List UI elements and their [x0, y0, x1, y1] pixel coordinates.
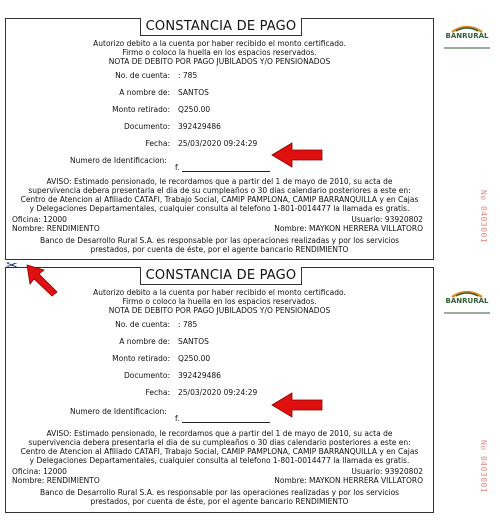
nombre-usuario: Nombre: MAYKON HERRERA VILLATORO: [274, 476, 423, 485]
footer-line: Banco de Desarrollo Rural S.A. es responsable por las operaciones realizadas y por los servicios: [39, 236, 400, 245]
aviso-line: supervivencia debera presentarla el dia de su cumpleaños o 30 dias calendario posteriores a este en:: [28, 186, 411, 195]
aviso-line: Centro de Atencion al Afiliado CATAFI, Trabajo Social, CAMIP PAMPLONA, CAMIP BARRANQUILLA y en Cajas: [20, 195, 419, 204]
name-label: A nombre de:: [119, 88, 170, 97]
date-label: Fecha:: [145, 139, 170, 148]
signature-line[interactable]: [182, 422, 270, 423]
header-line: Firmo o coloco la huella en los espacios reservados.: [122, 297, 317, 306]
scissors-icon: ✂: [6, 258, 18, 274]
footer-line: prestados, por cuenta de éste, por el agente bancario RENDIMIENTO: [90, 497, 349, 506]
red-arrow-icon: [270, 142, 324, 172]
logo-text: BANRURAL: [445, 297, 489, 305]
amount-value: Q250.00: [178, 354, 211, 363]
amount-value: Q250.00: [178, 105, 211, 114]
footer-line: Banco de Desarrollo Rural S.A. es responsable por las operaciones realizadas y por los servicios: [39, 488, 400, 497]
aviso-line: Centro de Atencion al Afiliado CATAFI, Trabajo Social, CAMIP PAMPLONA, CAMIP BARRANQUILLA y en Cajas: [20, 447, 419, 456]
aviso-line: AVISO: Estimado pensionado, le recordamos que a partir del 1 de mayo de 2010, su acta de: [46, 429, 393, 438]
signature-prefix: f.: [175, 414, 180, 423]
id-label: Numero de Identificacion:: [70, 407, 167, 416]
receipt-title: CONSTANCIA DE PAGO: [140, 18, 302, 36]
usuario: Usuario: 93920802: [351, 467, 423, 476]
document-label: Documento:: [124, 122, 170, 131]
name-value: SANTOS: [178, 88, 209, 97]
aviso-line: supervivencia debera presentarla el dia de su cumpleaños o 30 dias calendario posteriores a este en:: [28, 438, 411, 447]
nombre-agente: Nombre: RENDIMIENTO: [12, 224, 100, 233]
header-line: NOTA DE DEBITO POR PAGO JUBILADOS Y/O PENSIONADOS: [108, 57, 331, 66]
header-line: Autorizo debito a la cuenta por haber recibido el monto certificado.: [93, 39, 346, 48]
account-label: No. de cuenta:: [115, 320, 170, 329]
red-arrow-icon: [270, 392, 324, 422]
oficina: Oficina: 12000: [12, 467, 67, 476]
document-value: 392429486: [178, 371, 221, 380]
oficina: Oficina: 12000: [12, 215, 67, 224]
serial-stamp: No 0403001: [479, 440, 488, 494]
name-value: SANTOS: [178, 337, 209, 346]
serial-stamp: No 0403001: [479, 190, 488, 244]
footer-line: prestados, por cuenta de éste, por el agente bancario RENDIMIENTO: [90, 245, 349, 254]
id-label: Numero de Identificacion:: [70, 156, 167, 165]
header-line: NOTA DE DEBITO POR PAGO JUBILADOS Y/O PENSIONADOS: [108, 306, 331, 315]
aviso-line: y Delegaciones Departamentales, cualquier consulta al telefono 1-801-0014477 la llamada es gratis.: [29, 204, 410, 213]
banrural-logo-icon: [438, 20, 496, 52]
red-arrow-icon: [24, 262, 60, 302]
aviso-line: AVISO: Estimado pensionado, le recordamos que a partir del 1 de mayo de 2010, su acta de: [46, 177, 393, 186]
name-label: A nombre de:: [119, 337, 170, 346]
receipt-1: [5, 18, 434, 260]
account-label: No. de cuenta:: [115, 71, 170, 80]
document-label: Documento:: [124, 371, 170, 380]
date-value: 25/03/2020 09:24:29: [178, 139, 258, 148]
document-value: 392429486: [178, 122, 221, 131]
receipt-2: [5, 267, 434, 513]
aviso-line: y Delegaciones Departamentales, cualquier consulta al telefono 1-801-0014477 la llamada es gratis.: [29, 456, 410, 465]
header-line: Firmo o coloco la huella en los espacios reservados.: [122, 48, 317, 57]
date-value: 25/03/2020 09:24:29: [178, 388, 258, 397]
nombre-agente: Nombre: RENDIMIENTO: [12, 476, 100, 485]
signature-prefix: f.: [175, 163, 180, 172]
nombre-usuario: Nombre: MAYKON HERRERA VILLATORO: [274, 224, 423, 233]
header-line: Autorizo debito a la cuenta por haber recibido el monto certificado.: [93, 288, 346, 297]
logo-text: BANRURAL: [445, 32, 489, 40]
amount-label: Monto retirado:: [112, 354, 170, 363]
amount-label: Monto retirado:: [112, 105, 170, 114]
usuario: Usuario: 93920802: [351, 215, 423, 224]
signature-line[interactable]: [182, 171, 270, 172]
banrural-logo-icon: [438, 285, 496, 317]
date-label: Fecha:: [145, 388, 170, 397]
account-value: : 785: [178, 71, 198, 80]
account-value: : 785: [178, 320, 198, 329]
receipt-title: CONSTANCIA DE PAGO: [140, 267, 302, 285]
